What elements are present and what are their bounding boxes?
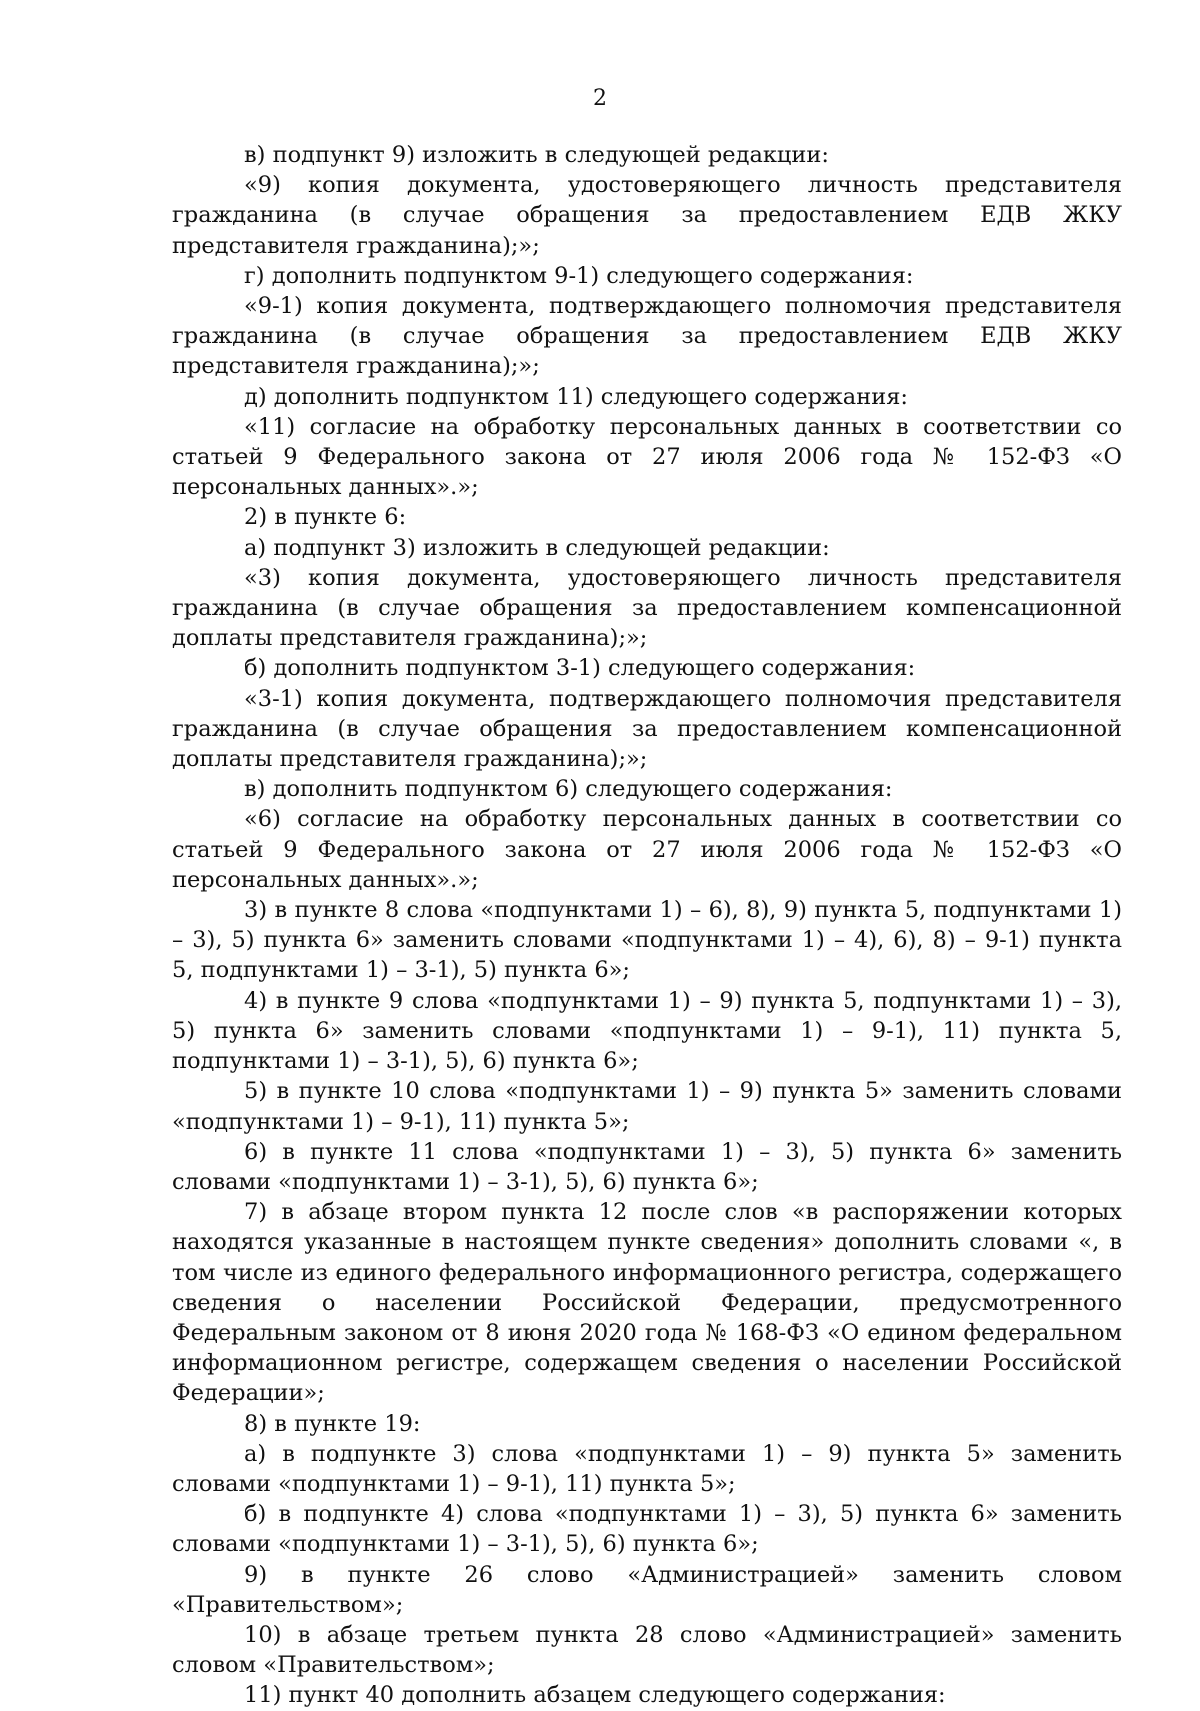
paragraph: 2) в пункте 6: bbox=[244, 504, 407, 531]
paragraph: 3) в пункте 8 слова «подпунктами 1) – 6), 8), 9) пункта 5, подпунктами 1) – 3), 5) пункта 6» заменить словами «подпунктами 1) – 4), 6), 8) – 9-1) пункта 5, подпунктами 1) – 3-1), 5) пункта 6»; bbox=[172, 897, 1122, 984]
paragraph: 5) в пункте 10 слова «подпунктами 1) – 9) пункта 5» заменить словами «подпунктами 1) – 9-1), 11) пункта 5»; bbox=[172, 1078, 1122, 1135]
paragraph: 9) в пункте 26 слово «Администрацией» заменить словом «Правительством»; bbox=[172, 1561, 1122, 1618]
paragraph: б) дополнить подпунктом 3-1) следующего содержания: bbox=[244, 655, 916, 682]
paragraph: «11) согласие на обработку персональных данных в соответствии со статьей 9 Федерального закона от 27 июля 2006 года № 152-ФЗ «О персональных данных».»; bbox=[172, 413, 1122, 501]
paragraph: «9-1) копия документа, подтверждающего полномочия представителя гражданина (в случае обращения за предоставлением ЕДВ ЖКУ представителя гражданина);»; bbox=[172, 293, 1122, 380]
paragraph: «9) копия документа, удостоверяющего личность представителя гражданина (в случае обращения за предоставлением ЕДВ ЖКУ представителя гражданина);»; bbox=[172, 172, 1122, 259]
paragraph: 4) в пункте 9 слова «подпунктами 1) – 9) пункта 5, подпунктами 1) – 3), 5) пункта 6» заменить словами «подпунктами 1) – 9-1), 11) пункта 5, подпунктами 1) – 3-1), 5), 6) пункта 6»; bbox=[172, 987, 1122, 1075]
paragraph: а) подпункт 3) изложить в следующей редакции: bbox=[244, 534, 830, 561]
paragraph: в) подпункт 9) изложить в следующей редакции: bbox=[244, 142, 829, 168]
paragraph: б) в подпункте 4) слова «подпунктами 1) – 3), 5) пункта 6» заменить словами «подпунктами 1) – 3-1), 5), 6) пункта 6»; bbox=[172, 1501, 1122, 1558]
paragraph: 10) в абзаце третьем пункта 28 слово «Администрацией» заменить словом «Правительством»; bbox=[172, 1621, 1122, 1679]
paragraph: 11) пункт 40 дополнить абзацем следующего содержания: bbox=[244, 1682, 946, 1709]
paragraph: 7) в абзаце втором пункта 12 после слов «в распоряжении которых находятся указанные в настоящем пункте сведения» дополнить словами «, в том числе из единого федерального информационного регистра, содержащего сведения о населении Российской Федерации, предусмотренного Федеральным законом от 8 июня 2020 года № 168-ФЗ «О едином федеральном информационном регистре, содержащем сведения о населении Российской Федерации»; bbox=[172, 1199, 1122, 1407]
paragraph: г) дополнить подпунктом 9-1) следующего содержания: bbox=[244, 262, 914, 289]
paragraph: а) в подпункте 3) слова «подпунктами 1) – 9) пункта 5» заменить словами «подпунктами 1) – 9-1), 11) пункта 5»; bbox=[172, 1440, 1122, 1497]
document-body bbox=[172, 140, 1122, 1711]
paragraph: д) дополнить подпунктом 11) следующего содержания: bbox=[244, 383, 908, 410]
paragraph: 8) в пункте 19: bbox=[244, 1410, 421, 1437]
paragraph: «3-1) копия документа, подтверждающего полномочия представителя гражданина (в случае обращения за предоставлением компенсационной доплаты представителя гражданина);»; bbox=[172, 685, 1122, 773]
paragraph: «6) согласие на обработку персональных данных в соответствии со статьей 9 Федерального закона от 27 июля 2006 года № 152-ФЗ «О персональных данных».»; bbox=[172, 806, 1122, 893]
page-number: 2 bbox=[593, 86, 607, 111]
paragraph: «3) копия документа, удостоверяющего личность представителя гражданина (в случае обращения за предоставлением компенсационной доплаты представителя гражданина);»; bbox=[172, 564, 1122, 652]
paragraph: в) дополнить подпунктом 6) следующего содержания: bbox=[244, 776, 893, 803]
paragraph: 6) в пункте 11 слова «подпунктами 1) – 3), 5) пункта 6» заменить словами «подпунктами 1) – 3-1), 5), 6) пункта 6»; bbox=[172, 1138, 1122, 1195]
